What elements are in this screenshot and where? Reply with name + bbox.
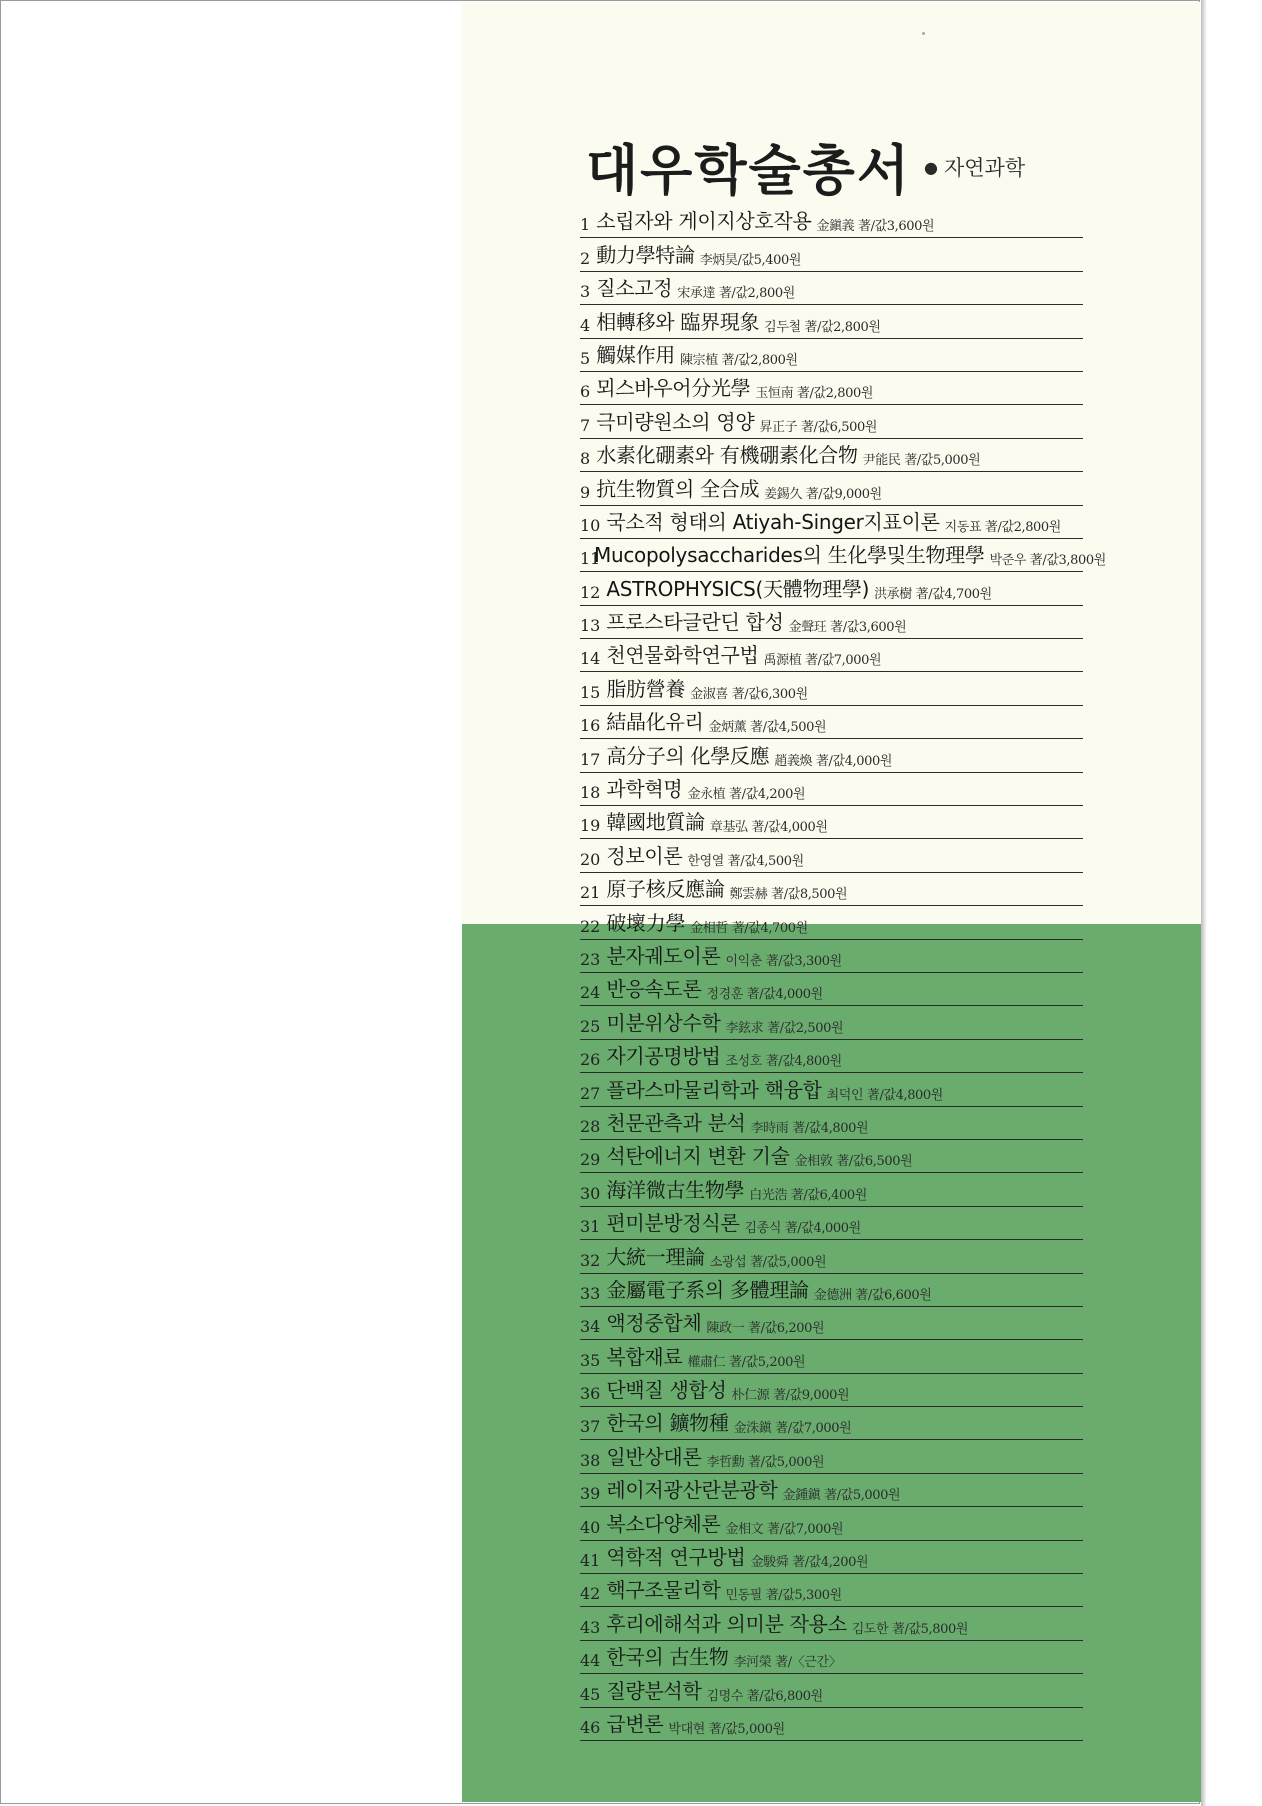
- book-row: [580, 472, 1083, 505]
- book-author-price: 昇正子 著/값6,500원: [759, 419, 878, 435]
- book-author-price: 趙義煥 著/값4,000원: [774, 753, 892, 769]
- book-title: 原子核反應論: [606, 877, 725, 902]
- book-row: [580, 1507, 1083, 1540]
- category-label: 자연과학: [943, 156, 1026, 180]
- book-title: 한국의 鑛物種: [606, 1411, 729, 1436]
- book-author-price: 權肅仁 著/값5,200원: [687, 1354, 806, 1370]
- book-author-price: 章基弘 著/값4,000원: [709, 820, 828, 836]
- book-title: 水素化硼素와 有機硼素化合物: [596, 443, 858, 468]
- book-number: 20: [580, 849, 601, 869]
- book-row: [580, 1574, 1083, 1607]
- book-title: 破壞力學: [606, 910, 686, 935]
- book-author-price: 박대현 著/값5,000원: [668, 1721, 785, 1737]
- book-number: 1: [580, 215, 591, 235]
- book-title: 뫼스바우어分光學: [596, 376, 751, 401]
- book-row: [580, 773, 1083, 806]
- book-title: 복합재료: [606, 1344, 683, 1369]
- book-number: 23: [580, 949, 601, 969]
- book-author-price: 민동필 著/값5,300원: [725, 1588, 842, 1604]
- book-row: [580, 739, 1083, 772]
- book-title: 海洋微古生物學: [606, 1177, 745, 1202]
- book-author-price: 지동표 著/값2,800원: [944, 519, 1061, 535]
- book-row: [580, 906, 1083, 939]
- book-row: [580, 1708, 1083, 1741]
- book-author-price: 金鍾鎭 著/값5,000원: [782, 1488, 901, 1504]
- book-row: [580, 1006, 1083, 1039]
- book-author-price: 金相敦 著/값6,500원: [794, 1154, 913, 1170]
- book-title: 반응속도론: [606, 977, 702, 1002]
- book-author-price: 李炳昊/값5,400원: [699, 252, 801, 268]
- book-author-price: 李河榮 著/〈근간〉: [733, 1655, 842, 1671]
- book-title: 高分子의 化學反應: [606, 743, 770, 768]
- book-number: 33: [580, 1283, 601, 1303]
- book-author-price: 김도한 著/값5,800원: [851, 1621, 969, 1637]
- book-author-price: 金聲玨 著/값3,600원: [788, 620, 907, 636]
- book-row: [580, 1474, 1083, 1507]
- book-number: 28: [580, 1116, 601, 1136]
- book-number: 19: [580, 816, 601, 836]
- book-title: 金屬電子系의 多體理論: [606, 1277, 809, 1302]
- book-title: 動力學特論: [596, 242, 695, 267]
- book-title: 편미분방정식론: [606, 1211, 740, 1236]
- book-author-price: 金炳薰 著/값4,500원: [708, 720, 827, 736]
- book-number: 38: [580, 1450, 601, 1470]
- book-title: 단백질 생합성: [606, 1378, 727, 1403]
- book-row: [580, 1674, 1083, 1707]
- book-row: [580, 1040, 1083, 1073]
- book-row: [580, 372, 1083, 405]
- book-author-price: 陳政一 著/값6,200원: [706, 1321, 825, 1337]
- book-number: 26: [580, 1050, 601, 1070]
- book-number: 3: [580, 282, 591, 302]
- book-title: 레이저광산란분광학: [606, 1478, 778, 1503]
- book-title: 結晶化유리: [606, 710, 704, 735]
- book-author-price: 玉恒南 著/값2,800원: [755, 386, 874, 402]
- book-author-price: 金淑喜 著/값6,300원: [690, 686, 808, 702]
- page-shadow: [1201, 0, 1207, 1806]
- book-row: [580, 405, 1083, 438]
- book-row: [580, 572, 1083, 605]
- book-author-price: 洪承樹 著/값4,700원: [874, 586, 992, 602]
- book-number: 24: [580, 983, 601, 1003]
- book-row: [580, 1340, 1083, 1373]
- book-author-price: 陳宗植 著/값2,800원: [680, 352, 798, 368]
- book-row: [580, 706, 1083, 739]
- book-title: 抗生物質의 全合成: [596, 476, 760, 501]
- book-author-price: 李哲勳 著/값5,000원: [706, 1454, 825, 1470]
- book-number: 43: [580, 1617, 601, 1637]
- book-author-price: 白光浩 著/값6,400원: [749, 1187, 867, 1203]
- book-row: [580, 1607, 1083, 1640]
- book-number: 46: [580, 1717, 601, 1737]
- book-author-price: 宋承達 著/값2,800원: [677, 286, 795, 302]
- book-title: 觸媒作用: [596, 342, 675, 367]
- book-number: 31: [580, 1217, 601, 1237]
- book-number: 17: [580, 749, 601, 769]
- book-title: 국소적 형태의 Atiyah-Singer지표이론: [606, 509, 940, 534]
- book-author-price: 金駿舜 著/값4,200원: [750, 1555, 869, 1571]
- book-author-price: 조성호 著/값4,800원: [725, 1054, 842, 1070]
- scan-speck: [922, 32, 925, 35]
- book-title: 복소다양체론: [606, 1511, 721, 1536]
- book-number: 44: [580, 1651, 601, 1671]
- book-number: 9: [580, 482, 591, 502]
- book-row: [580, 539, 1106, 572]
- book-number: 14: [580, 649, 601, 669]
- book-number: 7: [580, 415, 591, 435]
- book-row: [580, 439, 1083, 472]
- book-row: [580, 1407, 1083, 1440]
- book-number: 22: [580, 916, 601, 936]
- book-row: [580, 1207, 1083, 1240]
- book-author-price: 姜錫久 著/값9,000원: [764, 486, 882, 502]
- book-number: 11: [580, 549, 601, 569]
- book-number: 21: [580, 883, 601, 903]
- book-title: 급변론: [606, 1711, 664, 1736]
- book-author-price: 金永植 著/값4,200원: [687, 787, 806, 803]
- book-number: 30: [580, 1183, 601, 1203]
- book-author-price: 朴仁源 著/값9,000원: [731, 1388, 850, 1404]
- book-number: 8: [580, 449, 591, 469]
- book-row: [580, 672, 1083, 705]
- book-row: [580, 806, 1083, 839]
- book-author-price: 김두철 著/값2,800원: [764, 319, 881, 335]
- book-number: 12: [580, 582, 601, 602]
- book-author-price: 李時雨 著/값4,800원: [750, 1120, 869, 1136]
- book-author-price: 李鉉求 著/값2,500원: [725, 1020, 844, 1036]
- book-author-price: 한영열 著/값4,500원: [687, 853, 804, 869]
- book-title: 脂肪營養: [606, 676, 686, 701]
- book-number: 29: [580, 1150, 601, 1170]
- book-author-price: 소광섭 著/값5,000원: [709, 1254, 827, 1270]
- book-title: 한국의 古生物: [606, 1645, 729, 1670]
- book-row: [580, 1173, 1083, 1206]
- book-title: 질량분석학: [606, 1678, 702, 1703]
- book-title: 韓國地質論: [606, 810, 705, 835]
- book-title: 프로스타글란딘 합성: [606, 610, 784, 635]
- book-number: 25: [580, 1016, 601, 1036]
- bullet-icon: ●: [924, 158, 938, 177]
- book-title: 역학적 연구방법: [606, 1545, 746, 1570]
- book-row: [580, 606, 1083, 639]
- book-row: [580, 639, 1083, 672]
- book-number: 2: [580, 248, 591, 268]
- book-title: 액정중합체: [606, 1311, 702, 1336]
- book-author-price: 金鎭義 著/값3,600원: [816, 219, 935, 235]
- series-title: 대우학술총서: [586, 139, 911, 202]
- book-row: [580, 940, 1083, 973]
- book-title: Mucopolysaccharides의 生化學및生物理學: [594, 543, 985, 568]
- book-title: 정보이론: [606, 843, 683, 868]
- book-number: 15: [580, 682, 601, 702]
- book-author-price: 尹能民 著/값5,000원: [862, 453, 981, 469]
- book-title: 질소고정: [596, 276, 673, 301]
- book-row: [580, 339, 1083, 372]
- book-title: 플라스마물리학과 핵융합: [606, 1077, 822, 1102]
- book-row: [580, 205, 1083, 238]
- book-title: 相轉移와 臨界現象: [596, 309, 760, 334]
- book-author-price: 禹源植 著/값7,000원: [763, 653, 882, 669]
- book-row: [580, 839, 1083, 872]
- book-title: 핵구조물리학: [606, 1578, 721, 1603]
- book-row: [580, 1107, 1083, 1140]
- book-row: [580, 973, 1083, 1006]
- book-title: 천연물화학연구법: [606, 643, 759, 668]
- book-author-price: 정경훈 著/값4,000원: [706, 987, 823, 1003]
- book-title: 大統一理論: [606, 1244, 705, 1269]
- book-number: 32: [580, 1250, 601, 1270]
- book-row: [580, 1307, 1083, 1340]
- book-title: 자기공명방법: [606, 1044, 721, 1069]
- book-row: [580, 1073, 1083, 1106]
- book-row: [580, 305, 1083, 338]
- book-number: 35: [580, 1350, 601, 1370]
- book-title: 미분위상수학: [606, 1010, 721, 1035]
- series-category: [924, 152, 1025, 182]
- book-number: 27: [580, 1083, 601, 1103]
- book-number: 37: [580, 1417, 601, 1437]
- book-author-price: 金洙鎭 著/값7,000원: [733, 1421, 852, 1437]
- book-title: ASTROPHYSICS(天體物理學): [606, 576, 870, 601]
- book-number: 41: [580, 1551, 601, 1571]
- book-title: 소립자와 게이지상호작용: [596, 209, 812, 234]
- book-author-price: 최덕인 著/값4,800원: [826, 1087, 943, 1103]
- book-row: [580, 1140, 1083, 1173]
- book-number: 16: [580, 716, 601, 736]
- book-number: 5: [580, 348, 591, 368]
- book-author-price: 鄭雲赫 著/값8,500원: [729, 887, 848, 903]
- book-list: [580, 205, 1106, 1741]
- book-title: 후리에해석과 의미분 작용소: [606, 1611, 847, 1636]
- book-author-price: 金相哲 著/값4,700원: [690, 920, 808, 936]
- book-number: 34: [580, 1317, 601, 1337]
- book-row: [580, 506, 1083, 539]
- book-author-price: 金德洲 著/값6,600원: [813, 1287, 932, 1303]
- book-row: [580, 1240, 1083, 1273]
- book-title: 과학혁명: [606, 777, 683, 802]
- book-number: 13: [580, 616, 601, 636]
- book-title: 천문관측과 분석: [606, 1110, 746, 1135]
- book-number: 36: [580, 1384, 601, 1404]
- book-title: 분자궤도이론: [606, 943, 721, 968]
- book-author-price: 이익춘 著/값3,300원: [725, 953, 842, 969]
- book-title: 극미량원소의 영양: [596, 409, 755, 434]
- book-row: [580, 873, 1083, 906]
- book-author-price: 김명수 著/값6,800원: [706, 1688, 823, 1704]
- book-row: [580, 1274, 1083, 1307]
- book-row: [580, 238, 1083, 271]
- book-number: 45: [580, 1684, 601, 1704]
- book-number: 18: [580, 783, 601, 803]
- book-number: 40: [580, 1517, 601, 1537]
- book-number: 42: [580, 1584, 601, 1604]
- book-author-price: 김종식 著/값4,000원: [744, 1221, 861, 1237]
- book-number: 10: [580, 515, 601, 535]
- book-author-price: 박준우 著/값3,800원: [989, 553, 1106, 569]
- book-title: 일반상대론: [606, 1444, 702, 1469]
- book-row: [580, 1374, 1083, 1407]
- book-row: [580, 1641, 1083, 1674]
- book-author-price: 金相文 著/값7,000원: [725, 1521, 844, 1537]
- book-number: 39: [580, 1484, 601, 1504]
- book-title: 석탄에너지 변환 기술: [606, 1144, 790, 1169]
- book-number: 4: [580, 315, 591, 335]
- book-number: 6: [580, 382, 591, 402]
- book-row: [580, 272, 1083, 305]
- book-row: [580, 1541, 1083, 1574]
- book-row: [580, 1440, 1083, 1473]
